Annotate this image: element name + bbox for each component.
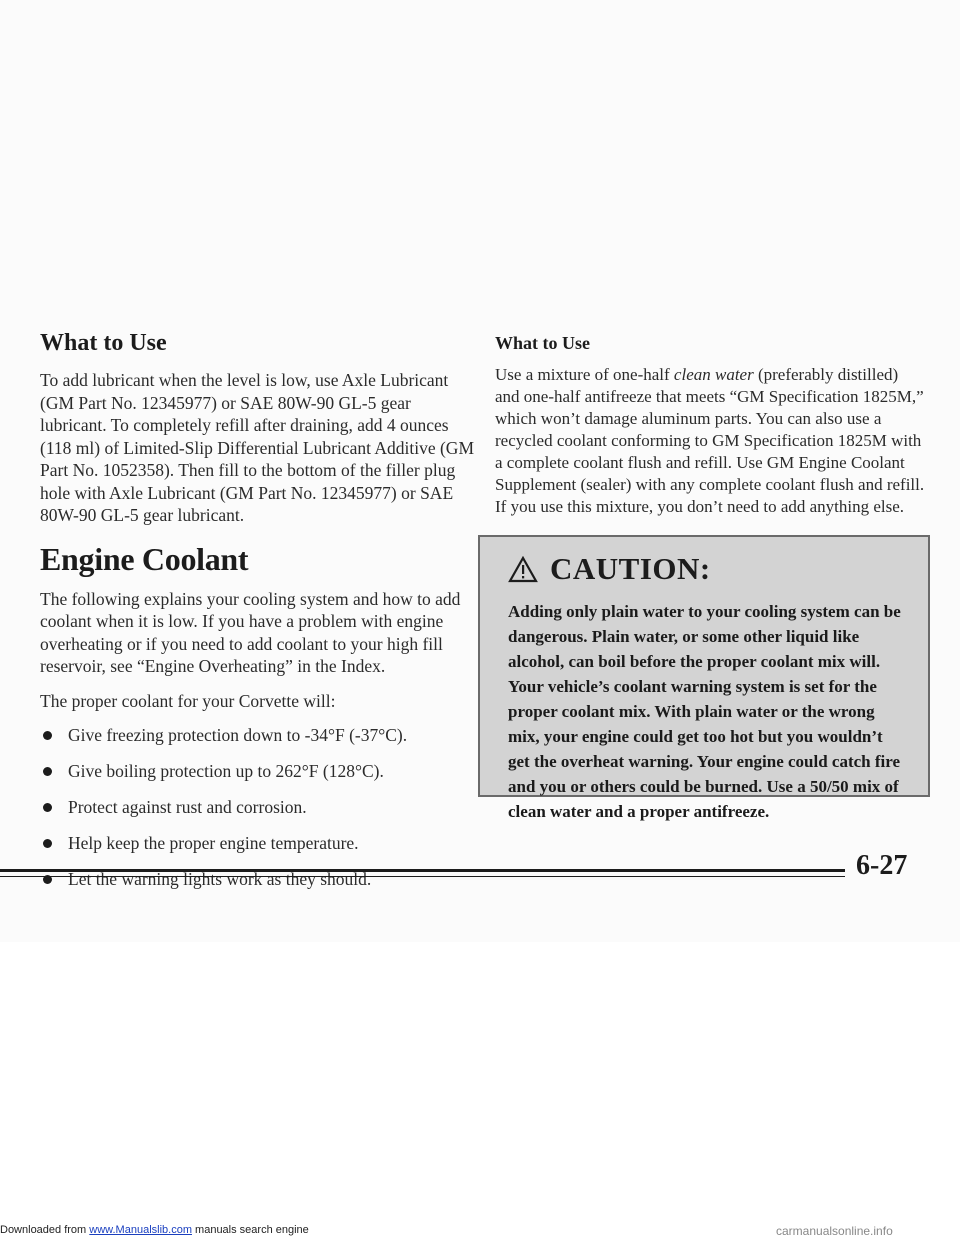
list-item — [40, 760, 480, 782]
manualslib-link[interactable]: www.Manualslib.com — [89, 1224, 192, 1236]
page-number: 6-27 — [856, 850, 908, 881]
bullet-icon — [43, 839, 52, 848]
lubricant-paragraph: To add lubricant when the level is low, use Axle Lubricant (GM Part No. 12345977) or SAE 80W-90 GL-5 gear lubricant. To completely refill after draining, add 4 ounces (118 ml) of Limited-Slip Differential Lubricant Additive (GM Part No. 1052358). Then fill to the bottom of the filler plug hole with Axle Lubricant (GM Part No. 12345977) or SAE 80W-90 GL-5 gear lubricant. — [40, 370, 475, 525]
footer-prefix: Downloaded from — [0, 1224, 90, 1236]
bullet-icon — [43, 767, 52, 776]
proper-coolant-paragraph: The proper coolant for your Corvette will: — [40, 690, 336, 711]
mixture-emphasis: clean water — [673, 365, 754, 384]
engine-coolant-heading: Engine Coolant — [40, 540, 249, 577]
what-to-use-heading-right: What to Use — [495, 333, 590, 353]
coolant-intro-paragraph: The following explains your cooling system and how to add coolant when it is low. If you have a problem with engine overheating or if you need to add coolant to your high fill reservoir, see “Engine Overheating” in the Index. — [40, 588, 461, 676]
caution-title: CAUTION: — [550, 551, 711, 586]
caution-box — [478, 535, 930, 821]
mixture-text-end: (preferably distilled) and one-half antifreeze that meets “GM Specification 1825M,” which won’t damage aluminum parts. You can also use a recycled coolant conforming to GM Specification 1825M with a complete coolant flush and refill. Use GM Engine Coolant Supplement (sealer) with any complete coolant flush and refill. If you use this mixture, you don’t need to add anything else. — [495, 365, 925, 516]
mixture-paragraph — [495, 364, 925, 518]
right-column — [495, 333, 925, 530]
list-item-text: Help keep the proper engine temperature. — [68, 833, 359, 853]
footer-rule-thin — [0, 876, 845, 877]
list-item-text: Give freezing protection down to -34°F (-37°C). — [68, 725, 408, 745]
list-item — [40, 796, 480, 818]
caution-header — [508, 551, 902, 587]
list-item — [40, 724, 480, 746]
left-column — [40, 330, 480, 904]
list-item-text: Let the warning lights work as they should. — [68, 869, 372, 889]
download-footer — [0, 1224, 309, 1236]
caution-text: Adding only plain water to your cooling system can be dangerous. Plain water, or some other liquid like alcohol, can boil before the proper coolant mix will. Your vehicle’s coolant warning system is set for the proper coolant mix. With plain water or the wrong mix, your engine could get too hot but you wouldn’t get the overheat warning. Your engine could catch fire and you or others could be burned. Use a 50/50 mix of clean water and a proper antifreeze. — [508, 602, 901, 821]
list-item — [40, 832, 480, 854]
bullet-icon — [43, 731, 52, 740]
coolant-benefits-list — [40, 724, 480, 890]
list-item-text: Give boiling protection up to 262°F (128°C). — [68, 761, 384, 781]
footer-rule-thick — [0, 869, 845, 872]
bullet-icon — [43, 803, 52, 812]
what-to-use-heading: What to Use — [40, 330, 167, 356]
mixture-text-start: Use a mixture of one-half — [495, 365, 674, 384]
list-item-text: Protect against rust and corrosion. — [68, 797, 307, 817]
footer-suffix: manuals search engine — [191, 1224, 309, 1236]
watermark-text: carmanualsonline.info — [776, 1224, 893, 1238]
warning-triangle-icon — [508, 556, 538, 583]
